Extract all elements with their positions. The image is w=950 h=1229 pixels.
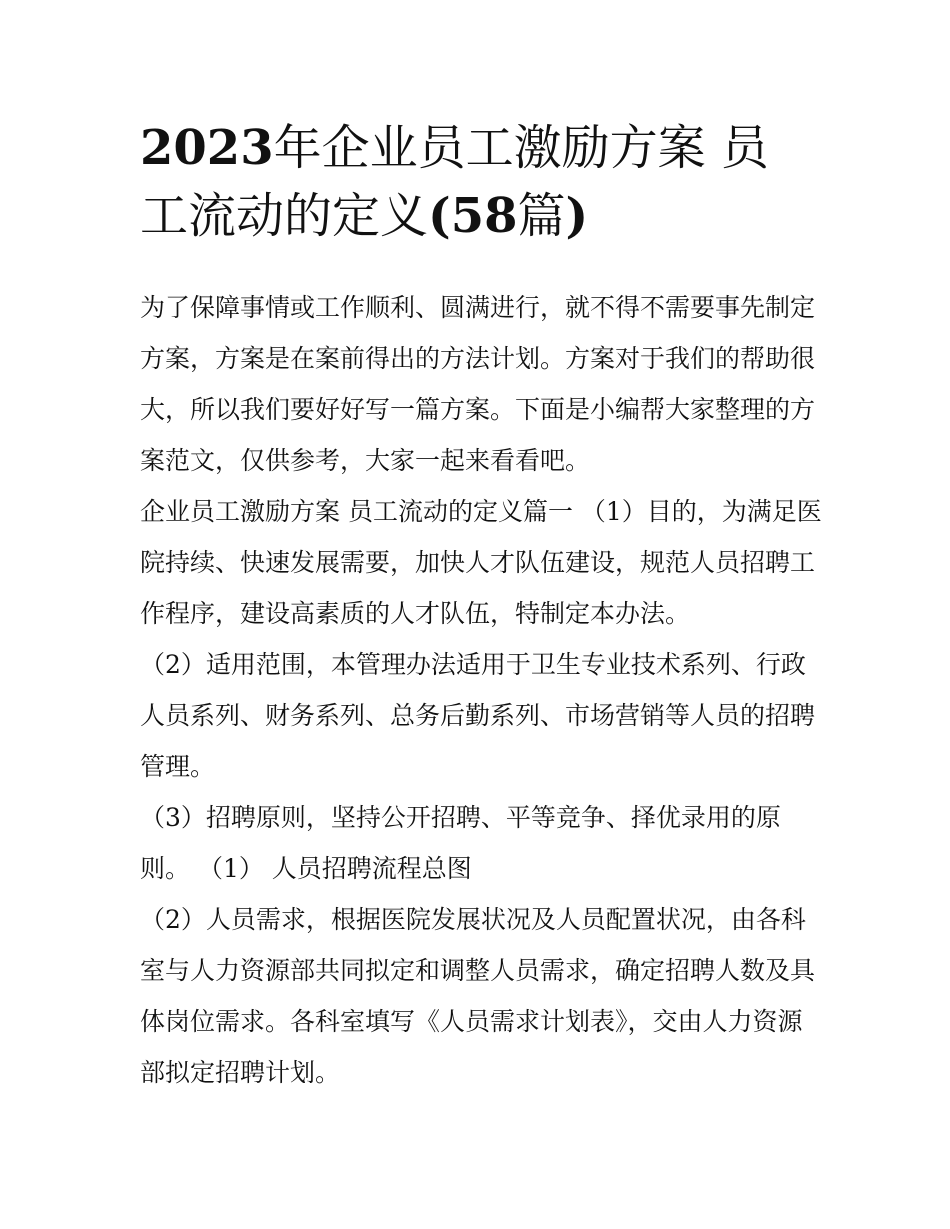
- document-body: [140, 282, 820, 1098]
- title-line-2: [140, 182, 820, 250]
- text-line: 院持续、快速发展需要，加快人才队伍建设，规范人员招聘工: [140, 548, 816, 577]
- text-line: 体岗位需求。各科室填写《人员需求计划表》，交由人力资源: [140, 1007, 803, 1036]
- document-title: [140, 114, 820, 250]
- text-line: 方案，方案是在案前得出的方法计划。方案对于我们的帮助很: [140, 344, 816, 373]
- text-line: 管理。: [140, 752, 216, 781]
- text-line: 作程序，建设高素质的人才队伍，特制定本办法。: [140, 599, 691, 628]
- title-line-1-text: 年企业员工激励方案 员: [273, 120, 769, 176]
- paragraph-purpose: [140, 486, 820, 639]
- paragraph-principles: [140, 792, 820, 894]
- text-line: 企业员工激励方案 员工流动的定义篇一 （1）目的，为满足医: [140, 497, 822, 526]
- text-line: 人员系列、财务系列、总务后勤系列、市场营销等人员的招聘: [140, 701, 816, 730]
- text-line: 部拟定招聘计划。: [140, 1058, 341, 1087]
- paragraph-staff-needs: [140, 894, 820, 1098]
- title-count-unit: 篇: [517, 188, 566, 244]
- text-line: （2）人员需求，根据医院发展状况及人员配置状况，由各科: [140, 905, 806, 934]
- text-line: 案范文，仅供参考，大家一起来看看吧。: [140, 446, 591, 475]
- text-line: 大，所以我们要好好写一篇方案。下面是小编帮大家整理的方: [140, 395, 816, 424]
- title-close-paren: ): [565, 188, 589, 244]
- text-line: 为了保障事情或工作顺利、圆满进行，就不得不需要事先制定: [140, 293, 816, 322]
- title-count: (58: [428, 188, 518, 244]
- text-line: 则。 （1） 人员招聘流程总图: [140, 854, 472, 883]
- text-line: （3）招聘原则，坚持公开招聘、平等竞争、择优录用的原: [140, 803, 781, 832]
- text-line: 室与人力资源部共同拟定和调整人员需求，确定招聘人数及具: [140, 956, 816, 985]
- paragraph-scope: [140, 639, 820, 792]
- title-line-1: [140, 114, 820, 182]
- title-line-2-text: 工流动的定义: [140, 188, 429, 244]
- paragraph-intro: [140, 282, 820, 486]
- text-line: （2）适用范围，本管理办法适用于卫生专业技术系列、行政: [140, 650, 806, 679]
- title-year: 2023: [140, 120, 274, 176]
